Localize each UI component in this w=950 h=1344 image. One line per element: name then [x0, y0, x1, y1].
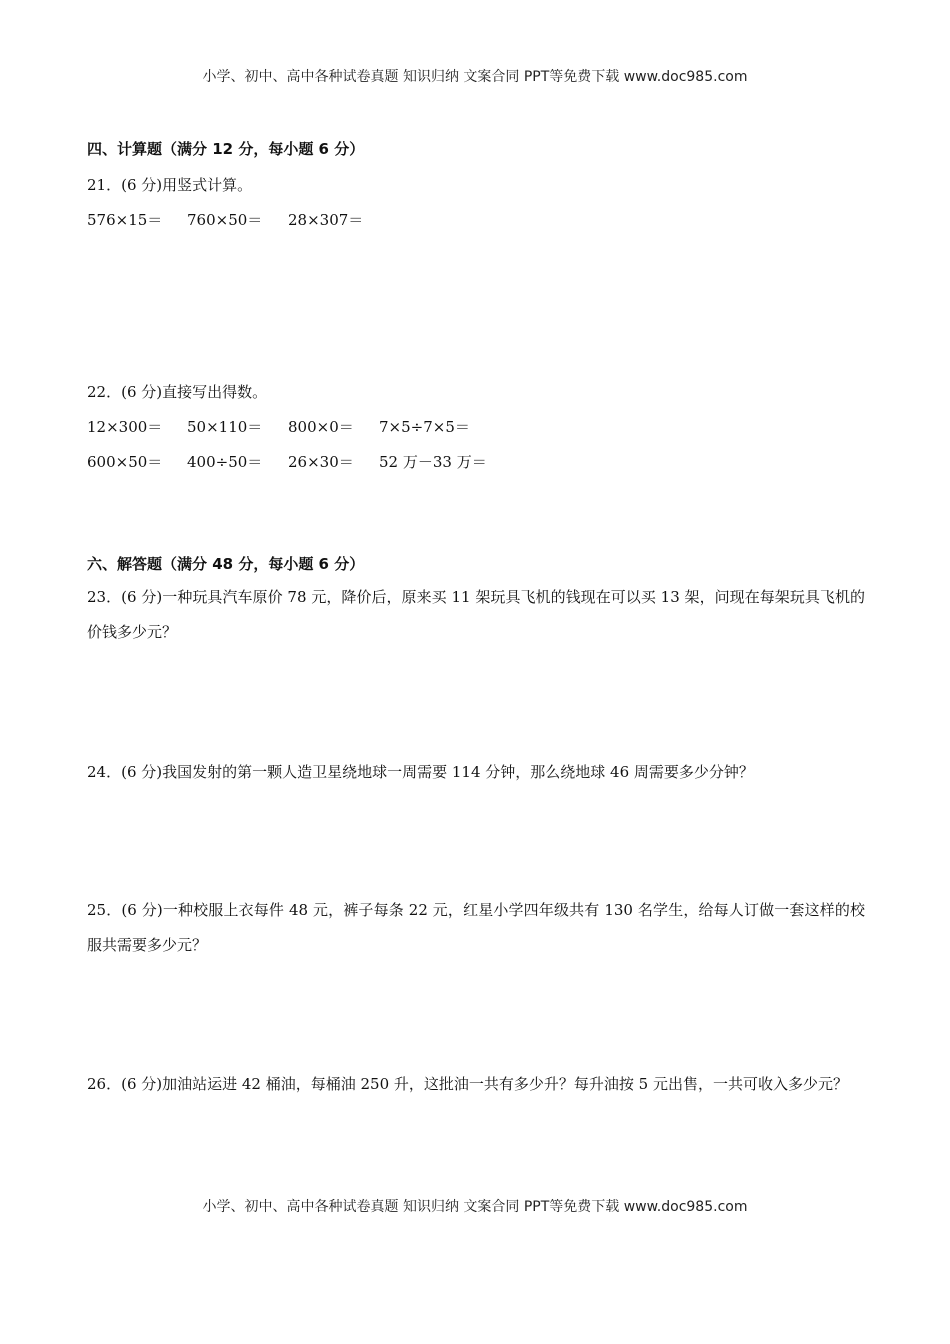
question-21-stem: 21．(6 分)用竖式计算。: [87, 176, 253, 194]
expression-item: 600×50＝: [87, 453, 163, 471]
expression-item: 12×300＝: [87, 418, 163, 436]
question-22-stem: 22．(6 分)直接写出得数。: [87, 383, 268, 401]
expression-item: 800×0＝: [288, 418, 354, 436]
question-24-text: 24．(6 分)我国发射的第一颗人造卫星绕地球一周需要 114 分钟，那么绕地球 46 周需要多少分钟？: [87, 763, 754, 781]
expression-item: 576×15＝: [87, 211, 163, 229]
expression-item: 26×30＝: [288, 453, 354, 471]
page-header-banner: 小学、初中、高中各种试卷真题 知识归纳 文案合同 PPT等免费下载 www.doc985.com: [202, 69, 748, 85]
page-footer-banner: 小学、初中、高中各种试卷真题 知识归纳 文案合同 PPT等免费下载 www.doc985.com: [202, 1199, 748, 1215]
question-25-text: 25．(6 分)一种校服上衣每件 48 元，裤子每条 22 元，红星小学四年级共有 130 名学生，给每人订做一套这样的校服共需要多少元？: [87, 901, 865, 954]
expression-item: 52 万－33 万＝: [379, 453, 487, 471]
expression-item: 28×307＝: [288, 211, 364, 229]
expression-item: 400÷50＝: [187, 453, 263, 471]
expression-item: 50×110＝: [187, 418, 263, 436]
question-26-text: 26．(6 分)加油站运进 42 桶油，每桶油 250 升，这批油一共有多少升？每升油按 5 元出售，一共可收入多少元？: [87, 1075, 848, 1093]
expression-item: 760×50＝: [187, 211, 263, 229]
expression-item: 7×5÷7×5＝: [379, 418, 470, 436]
section-6-title: 六、解答题（满分 48 分，每小题 6 分）: [87, 555, 365, 573]
question-23-text: 23．(6 分)一种玩具汽车原价 78 元，降价后，原来买 11 架玩具飞机的钱现在可以买 13 架，问现在每架玩具飞机的价钱多少元？: [87, 588, 865, 641]
section-4-title: 四、计算题（满分 12 分，每小题 6 分）: [87, 140, 365, 158]
